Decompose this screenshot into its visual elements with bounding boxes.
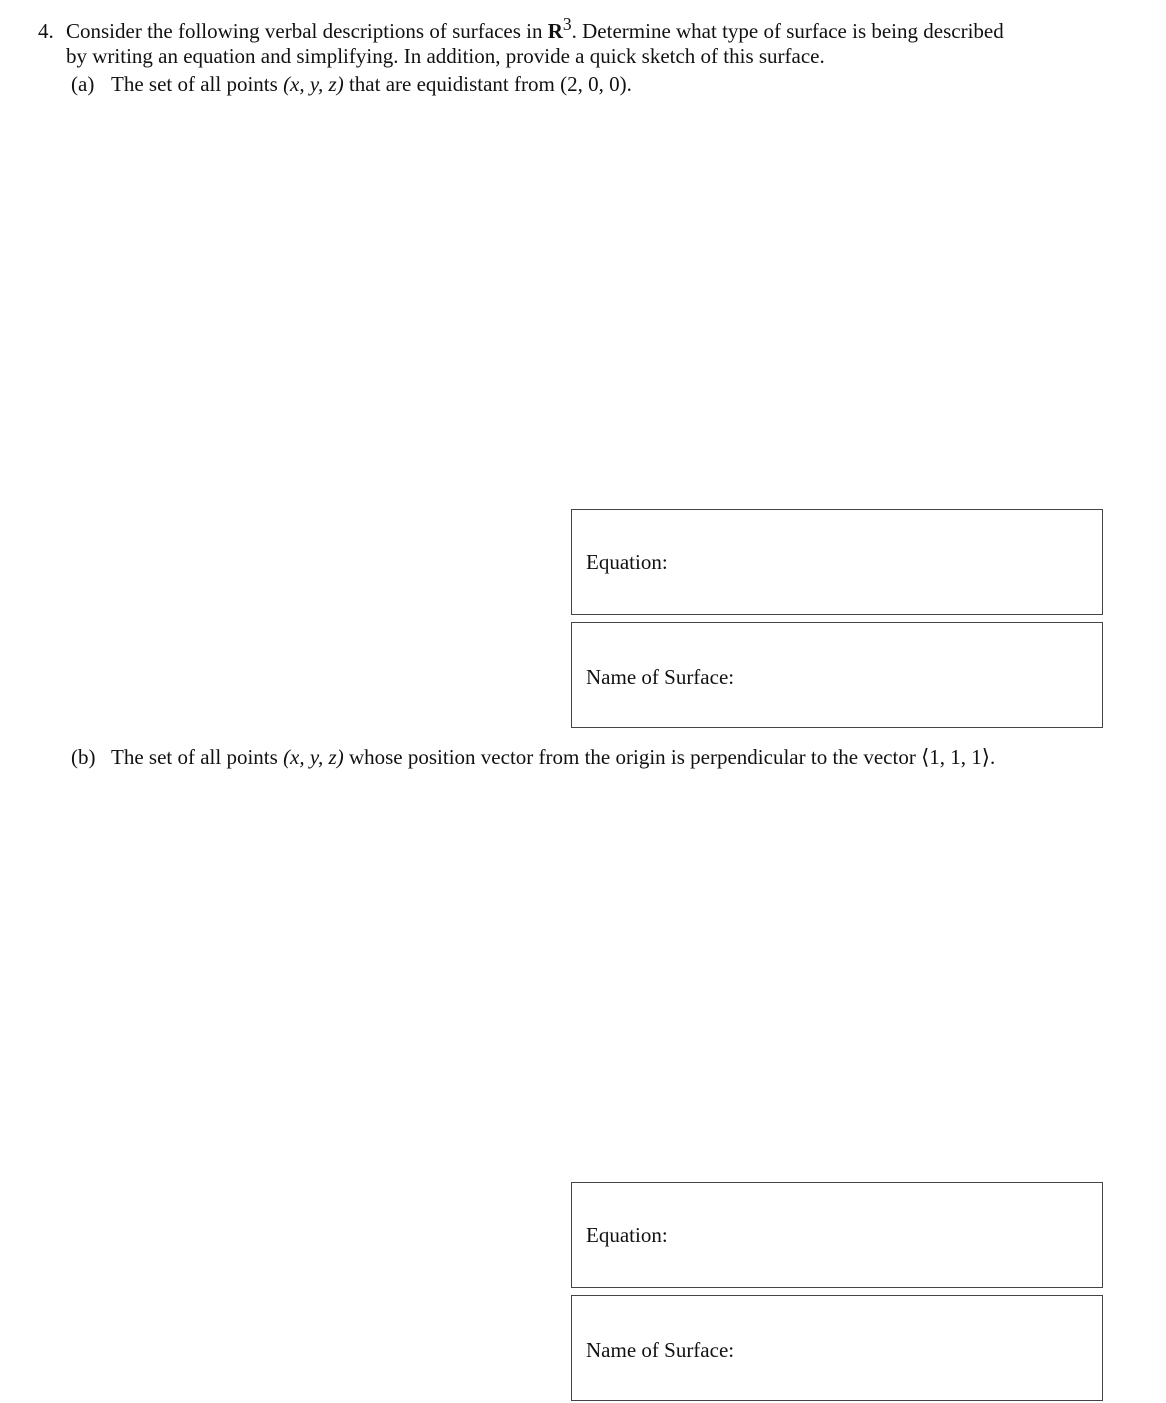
problem-line-2: by writing an equation and simplifying. In addition, provide a quick sketch of this surface. xyxy=(66,44,825,68)
surface-name-label: Name of Surface: xyxy=(586,1338,735,1362)
equation-label: Equation: xyxy=(586,1223,668,1247)
part-b-vector: ⟨1, 1, 1⟩ xyxy=(921,745,990,769)
space-symbol: R xyxy=(547,19,563,43)
part-b-label: (b) xyxy=(71,745,96,769)
part-b-question xyxy=(71,745,995,770)
part-a-point: (x, y, z) xyxy=(283,72,344,96)
part-b-surface-name-box[interactable] xyxy=(571,1295,1103,1401)
part-b-text-middle: whose position vector from the origin is perpendicular to the vector xyxy=(343,745,922,769)
problem-statement xyxy=(38,12,1138,69)
part-b-equation-box[interactable] xyxy=(571,1182,1103,1288)
part-a-surface-name-box[interactable] xyxy=(571,622,1103,728)
part-b-point: (x, y, z) xyxy=(283,745,344,769)
problem-text-1a: Consider the following verbal descriptions of surfaces in xyxy=(66,19,548,43)
part-a-text-before: The set of all points xyxy=(111,72,284,96)
space-exponent: 3 xyxy=(562,14,572,34)
part-a-question xyxy=(71,72,632,97)
part-a-target-point: (2, 0, 0) xyxy=(560,72,627,96)
problem-number: 4. xyxy=(38,19,54,43)
part-a-text-middle: that are equidistant from xyxy=(343,72,561,96)
part-a-text-end: . xyxy=(626,72,632,96)
part-a-label: (a) xyxy=(71,72,95,96)
part-b-text-end: . xyxy=(989,745,996,769)
equation-label: Equation: xyxy=(586,550,668,574)
part-a-equation-box[interactable] xyxy=(571,509,1103,615)
problem-line-1 xyxy=(38,12,1138,44)
part-b-text-before: The set of all points xyxy=(111,745,284,769)
surface-name-label: Name of Surface: xyxy=(586,665,735,689)
problem-text-1b: . Determine what type of surface is being described xyxy=(571,19,1004,43)
